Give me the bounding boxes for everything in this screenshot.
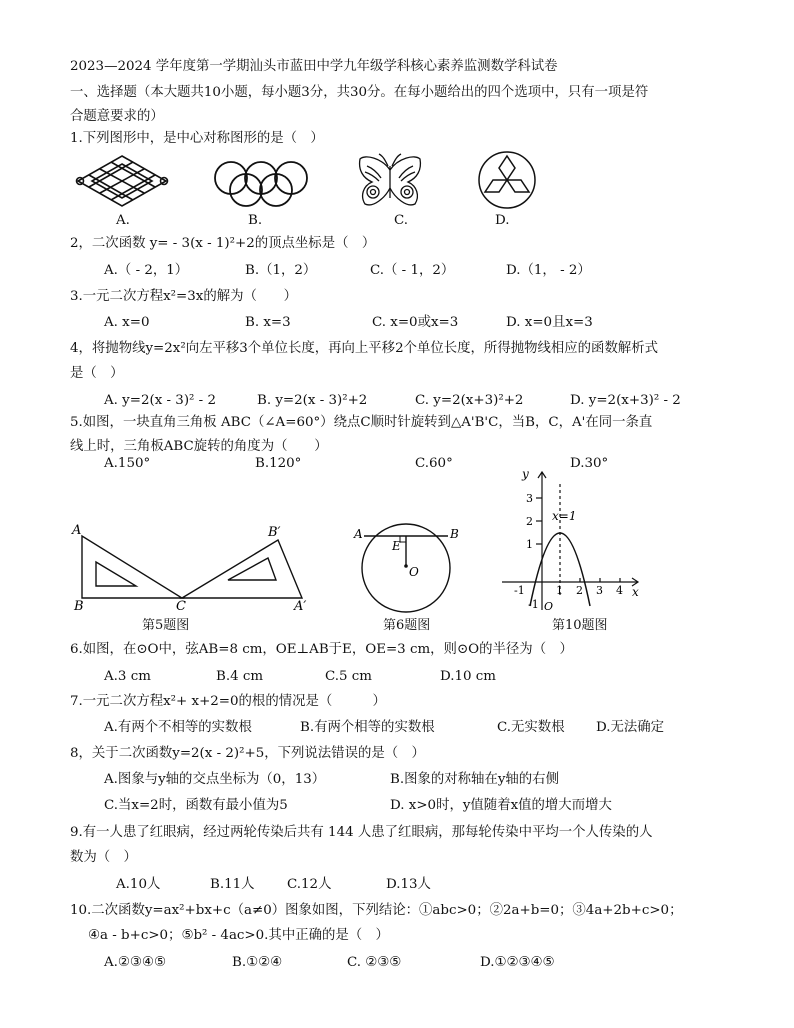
q6-stem: 6.如图，在⊙O中，弦AB=8 cm，OE⊥AB于E，OE=3 cm，则⊙O的半径为（ ） xyxy=(70,642,573,657)
q5-option-d: D.30° xyxy=(570,456,609,471)
fig5-label-a: A xyxy=(72,523,82,538)
q7-option-c: C.无实数根 xyxy=(497,720,565,735)
q1-figure-c-butterfly xyxy=(357,152,423,210)
q1-label-b: B. xyxy=(248,213,263,228)
fig10-label-x: x xyxy=(632,585,639,599)
q4-stem-line2: 是（ ） xyxy=(70,366,124,381)
fig10-tick-x-4: 4 xyxy=(616,584,623,597)
q2-option-c: C.（ - 1，2） xyxy=(370,263,455,278)
q4-stem-line1: 4，将抛物线y=2x²向左平移3个单位长度，再向上平移2个单位长度，所得抛物线相应的函数解析式 xyxy=(70,341,659,356)
fig10-tick-y-2: 2 xyxy=(526,515,533,528)
q10-option-a: A.②③④⑤ xyxy=(104,955,166,970)
fig10-tick-x-3: 3 xyxy=(596,584,603,597)
q4-option-b: B. y=2(x - 3)²+2 xyxy=(257,393,368,408)
q1-label-a: A. xyxy=(116,213,130,228)
figure-6-circle xyxy=(350,514,466,614)
fig10-tick-x-neg1: -1 xyxy=(514,584,525,597)
fig10-label-origin: O xyxy=(544,600,554,613)
fig10-tick-y-neg1: -1 xyxy=(528,598,539,611)
q9-option-a: A.10人 xyxy=(116,877,161,892)
figure-5-caption: 第5题图 xyxy=(142,618,190,633)
q2-option-b: B.（1，2） xyxy=(245,263,317,278)
q1-label-d: D. xyxy=(495,213,510,228)
q2-option-d: D.（1， - 2） xyxy=(506,263,591,278)
q9-option-d: D.13人 xyxy=(386,877,431,892)
figure-10-graph xyxy=(500,466,650,614)
q10-option-d: D.①②③④⑤ xyxy=(480,955,555,970)
q9-option-b: B.11人 xyxy=(210,877,255,892)
fig10-tick-y-3: 3 xyxy=(526,492,533,505)
fig5-label-a-prime: A′ xyxy=(294,599,307,612)
q7-option-d: D.无法确定 xyxy=(596,720,665,735)
q10-stem-line1: 10.二次函数y=ax²+bx+c（a≠0）图象如图，下列结论：①abc>0；②2a+b=0；③4a+2b+c>0； xyxy=(70,903,683,918)
q9-option-c: C.12人 xyxy=(287,877,332,892)
q5-option-b: B.120° xyxy=(255,456,302,471)
q8-stem: 8，关于二次函数y=2(x - 2)²+5，下列说法错误的是（ ） xyxy=(70,746,425,761)
section-heading-line1: 一、选择题（本大题共10小题，每小题3分，共30分。在每小题给出的四个选项中，只有一项是符 xyxy=(70,85,649,100)
q10-stem-line2: ④a - b+c>0；⑤b² - 4ac>0.其中正确的是（ ） xyxy=(88,928,389,943)
figure-5-triangles xyxy=(70,522,320,612)
fig10-tick-x-1: 1 xyxy=(556,584,563,597)
q4-option-c: C. y=2(x+3)²+2 xyxy=(415,393,524,408)
fig6-label-o: O xyxy=(409,565,419,579)
q8-option-a: A.图象与y轴的交点坐标为（0，13） xyxy=(104,772,326,787)
q5-stem-line2: 线上时，三角板ABC旋转的角度为（ ） xyxy=(70,439,328,454)
q7-option-b: B.有两个相等的实数根 xyxy=(300,720,435,735)
q1-stem: 1.下列图形中，是中心对称图形的是（ ） xyxy=(70,131,324,146)
section-heading-line2: 合题意要求的） xyxy=(70,109,164,124)
fig5-label-b: B xyxy=(74,599,84,612)
q1-figure-a-knot xyxy=(74,152,170,210)
figure-6-caption: 第6题图 xyxy=(383,618,431,633)
q3-option-b: B. x=3 xyxy=(245,315,291,330)
q4-option-a: A. y=2(x - 3)² - 2 xyxy=(104,393,216,408)
fig5-label-b-prime: B′ xyxy=(268,525,281,540)
q3-stem: 3.一元二次方程x²=3x的解为（ ） xyxy=(70,289,298,304)
fig6-label-e: E xyxy=(392,539,401,553)
q3-option-c: C. x=0或x=3 xyxy=(372,315,459,330)
q3-option-d: D. x=0且x=3 xyxy=(506,315,593,330)
q9-stem-line2: 数为（ ） xyxy=(70,850,137,865)
q5-stem-line1: 5.如图，一块直角三角板 ABC（∠A=60°）绕点C顺时针旋转到△A'B'C，当B，C，A'在同一条直 xyxy=(70,415,653,430)
q4-option-d: D. y=2(x+3)² - 2 xyxy=(570,393,681,408)
figure-10-caption: 第10题图 xyxy=(552,618,608,633)
q6-option-c: C.5 cm xyxy=(325,669,372,684)
q9-stem-line1: 9.有一人患了红眼病，经过两轮传染后共有 144 人患了红眼病，那每轮传染中平均一个人传染的人 xyxy=(70,825,653,840)
q5-option-c: C.60° xyxy=(415,456,453,471)
fig10-label-y: y xyxy=(522,467,529,481)
q5-option-a: A.150° xyxy=(104,456,151,471)
page-title: 2023—2024 学年度第一学期汕头市蓝田中学九年级学科核心素养监测数学科试卷 xyxy=(70,59,558,74)
fig6-label-a: A xyxy=(354,527,363,541)
q6-option-b: B.4 cm xyxy=(216,669,264,684)
fig5-label-c: C xyxy=(176,599,186,612)
q1-figure-d-diamonds xyxy=(477,150,537,210)
q2-stem: 2，二次函数 y= - 3(x - 1)²+2的顶点坐标是（ ） xyxy=(70,236,376,251)
q10-option-b: B.①②④ xyxy=(232,955,283,970)
q8-option-b: B.图象的对称轴在y轴的右侧 xyxy=(390,772,559,787)
q8-option-d: D. x>0时，y值随着x值的增大而增大 xyxy=(390,798,612,813)
q7-option-a: A.有两个不相等的实数根 xyxy=(104,720,252,735)
q1-label-c: C. xyxy=(394,213,409,228)
q7-stem: 7.一元二次方程x²+ x+2=0的根的情况是（ ） xyxy=(70,694,386,709)
q6-option-d: D.10 cm xyxy=(440,669,497,684)
q3-option-a: A. x=0 xyxy=(104,315,150,330)
fig6-label-b: B xyxy=(450,527,459,541)
q10-option-c: C. ②③⑤ xyxy=(347,955,402,970)
fig10-tick-y-1: 1 xyxy=(526,538,533,551)
fig10-tick-x-2: 2 xyxy=(576,584,583,597)
q6-option-a: A.3 cm xyxy=(104,669,151,684)
q8-option-c: C.当x=2时，函数有最小值为5 xyxy=(104,798,288,813)
q1-figure-b-rings xyxy=(212,158,310,208)
fig10-label-axis: x=1 xyxy=(552,509,577,523)
q2-option-a: A.（ - 2，1） xyxy=(104,263,189,278)
